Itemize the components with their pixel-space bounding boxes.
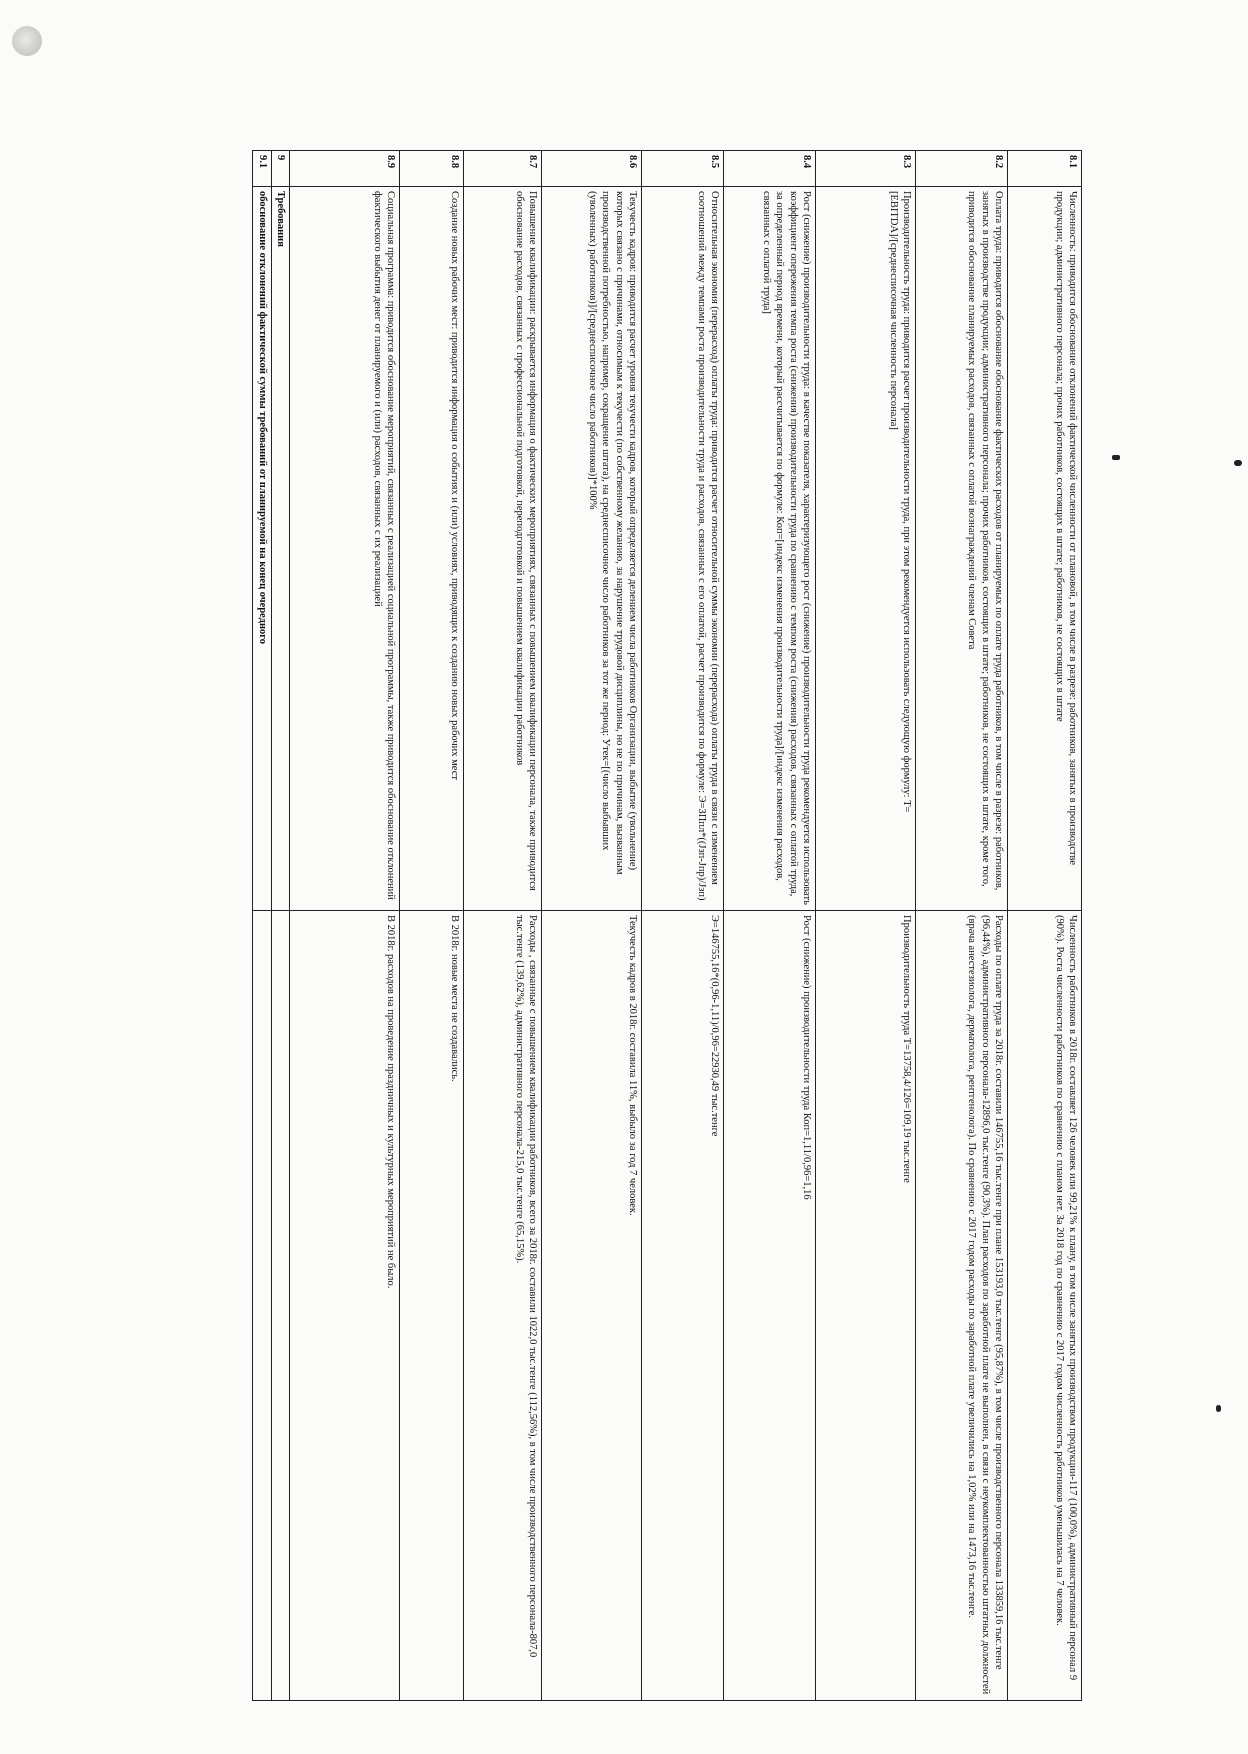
row-number: 8.8 [400, 151, 464, 187]
scan-speck [1216, 1405, 1221, 1412]
requirement-text: обоснование отклонений фактической суммы требований от планируемой на конец очередного [253, 187, 271, 911]
requirement-text: Социальная программа: приводится обоснование мероприятий, связанных с реализацией социальной программы, также приводится обоснование отклонений фактического выбытия денег от планируемого и (или) расходов, связанных с их реализацией [290, 187, 400, 911]
actual-text: Численность работников в 2018г. составляет 126 человек или 99,21% к плану, в том числе занятых производством продукции-117 (100,0%), административный персонал 9 (90%). Роста численности работников по сравнению с планом нет. За 2018 год по сравнению с 2017 годом численность работников уменьшилась на 7 человек. [1008, 911, 1082, 1701]
table-row [290, 151, 400, 1701]
row-number: 8.4 [724, 151, 816, 187]
section-header-row [271, 151, 289, 1701]
section-empty-cell [271, 911, 289, 1701]
requirement-text: Повышение квалификации: раскрывается информация о фактических мероприятиях, связанных с повышением квалификации персонала, также приводится обоснование расходов, связанных с профессиональной подготовкой, переподготовкой и повышением квалификации работников [464, 187, 542, 911]
requirement-text: Численность: приводится обоснование отклонений фактической численности от плановой, в том числе в разрезе: работников, занятых в производстве продукции; административного персонала; прочих работников, состоящих в штате; работников, не состоящих в штате [1008, 187, 1082, 911]
row-number: 8.6 [542, 151, 642, 187]
actual-text: Расходы , связанные с повышением квалификации работников, всего за 2018г. составили 1022,0 тыс.тенге (112,56%), в том числе производственного персонала-807,0 тыс.тенге (139,62%), административного персонала-215,0 тыс.тенге (65,15%). [464, 911, 542, 1701]
requirements-table [252, 150, 1082, 1701]
actual-text: Расходы по оплате труда за 2018г. составили 146755,16 тыс.тенге при плане 153193,0 тыс.тенге (95,87%), в том числе производственного персонала 133859,16 тыс.тенге (96,44%), административного персонала-12896,0 тыс.тенге (90,3%). План расходов по заработной плате не выполнен, в связи с неукомплектованностью штатных должностей (врача анестезиолога, дерматолога, рентгенолога). По сравнению с 2017 годом расходы по заработной плате увеличились на 1,02% или на 1473,16 тыс.тенге. [916, 911, 1008, 1701]
row-number: 8.7 [464, 151, 542, 187]
scan-speck [1234, 460, 1242, 466]
table-row [816, 151, 916, 1701]
table-row [1008, 151, 1082, 1701]
row-number: 9.1 [253, 151, 271, 187]
section-number: 9 [271, 151, 289, 187]
section-title: Требования [271, 187, 289, 911]
scan-speck [1112, 455, 1120, 460]
table-row [642, 151, 724, 1701]
table-row [400, 151, 464, 1701]
row-number: 8.9 [290, 151, 400, 187]
requirement-text: Производительность труда: приводится расчет производительности труда, при этом рекомендуется использовать следующую формулу: Т=[EBITDA]/[среднесписочная численность персонала] [816, 187, 916, 911]
actual-text: В 2018г. расходов на проведение праздничных и культурных мероприятий не было. [290, 911, 400, 1701]
row-number: 8.3 [816, 151, 916, 187]
table-row [724, 151, 816, 1701]
table-row [464, 151, 542, 1701]
requirement-text: Создание новых рабочих мест: приводится информация о событиях и (или) условиях, приводящих к созданию новых рабочих мест [400, 187, 464, 911]
table-row [253, 151, 271, 1701]
requirement-text: Относительная экономия (перерасход) оплаты труда: приводится расчет относительной суммы экономии (перерасхода) оплаты труда в связи с изменением соотношений между темпами роста производительности труда и расходов, связанных с его оплатой, расчет производится по формуле: Э=ЗПпл*((Jзп-Jпр)/Jзп) [642, 187, 724, 911]
row-number: 8.2 [916, 151, 1008, 187]
requirement-text: Оплата труда: приводится обоснование обоснование фактических расходов от планируемых по оплате труда работников, в том числе в разрезе: работников, занятых в производстве продукции; административного персонала; прочих работников, состоящих в штате; работников, не состоящих в штате, кроме того, приводится обоснование планируемых расходов, связанных с оплатой вознаграждений членам Совета [916, 187, 1008, 911]
requirement-text: Рост (снижение) производительности труда: в качестве показателя, характеризующего рост (снижение) производительности труда рекомендуется использовать коэффициент опережения темпа роста (снижения) производительности труда по сравнению с темпом роста (снижения) расходов, связанных с оплатой труда, за определенный период времени, который рассчитывается по формуле: Коп=[индекс изменения производительности труда]/[индекс изменения расходов, связанных с оплатой труда] [724, 187, 816, 911]
table-row [542, 151, 642, 1701]
actual-text: Рост (снижение) производительности труда Коп=1,11/0,96=1,16 [724, 911, 816, 1701]
actual-text: Э=146755,16*(0,96-1,11)/0,96=22930,49 тыс.тенге [642, 911, 724, 1701]
table-row [916, 151, 1008, 1701]
actual-text: Производительность труда Т=13758,4/126=109,19 тыс.тенге [816, 911, 916, 1701]
rotated-document-page [237, 150, 1082, 1700]
actual-text: В 2018г. новые места не создавались. [400, 911, 464, 1701]
punch-hole [12, 26, 42, 56]
actual-text: Текучесть кадров в 2018г. составила 11%, выбыло за год 7 человек. [542, 911, 642, 1701]
row-number: 8.1 [1008, 151, 1082, 187]
requirement-text: Текучесть кадров: приводится расчет уровня текучести кадров, который определяется делением числа работников Организации, выбытие (увольнение) которых связано с причинами, относимым к текучести (по собственному желанию, за нарушение трудовой дисциплины, но не по причинам, вызванным производственной потребностью, например, сокращение штата), на среднесписочное число работников за тот же период: Утек=[(число выбывших (уволенных) работников)]/[среднесписочное число работников)]*100% [542, 187, 642, 911]
row-number: 8.5 [642, 151, 724, 187]
actual-text [253, 911, 271, 1701]
